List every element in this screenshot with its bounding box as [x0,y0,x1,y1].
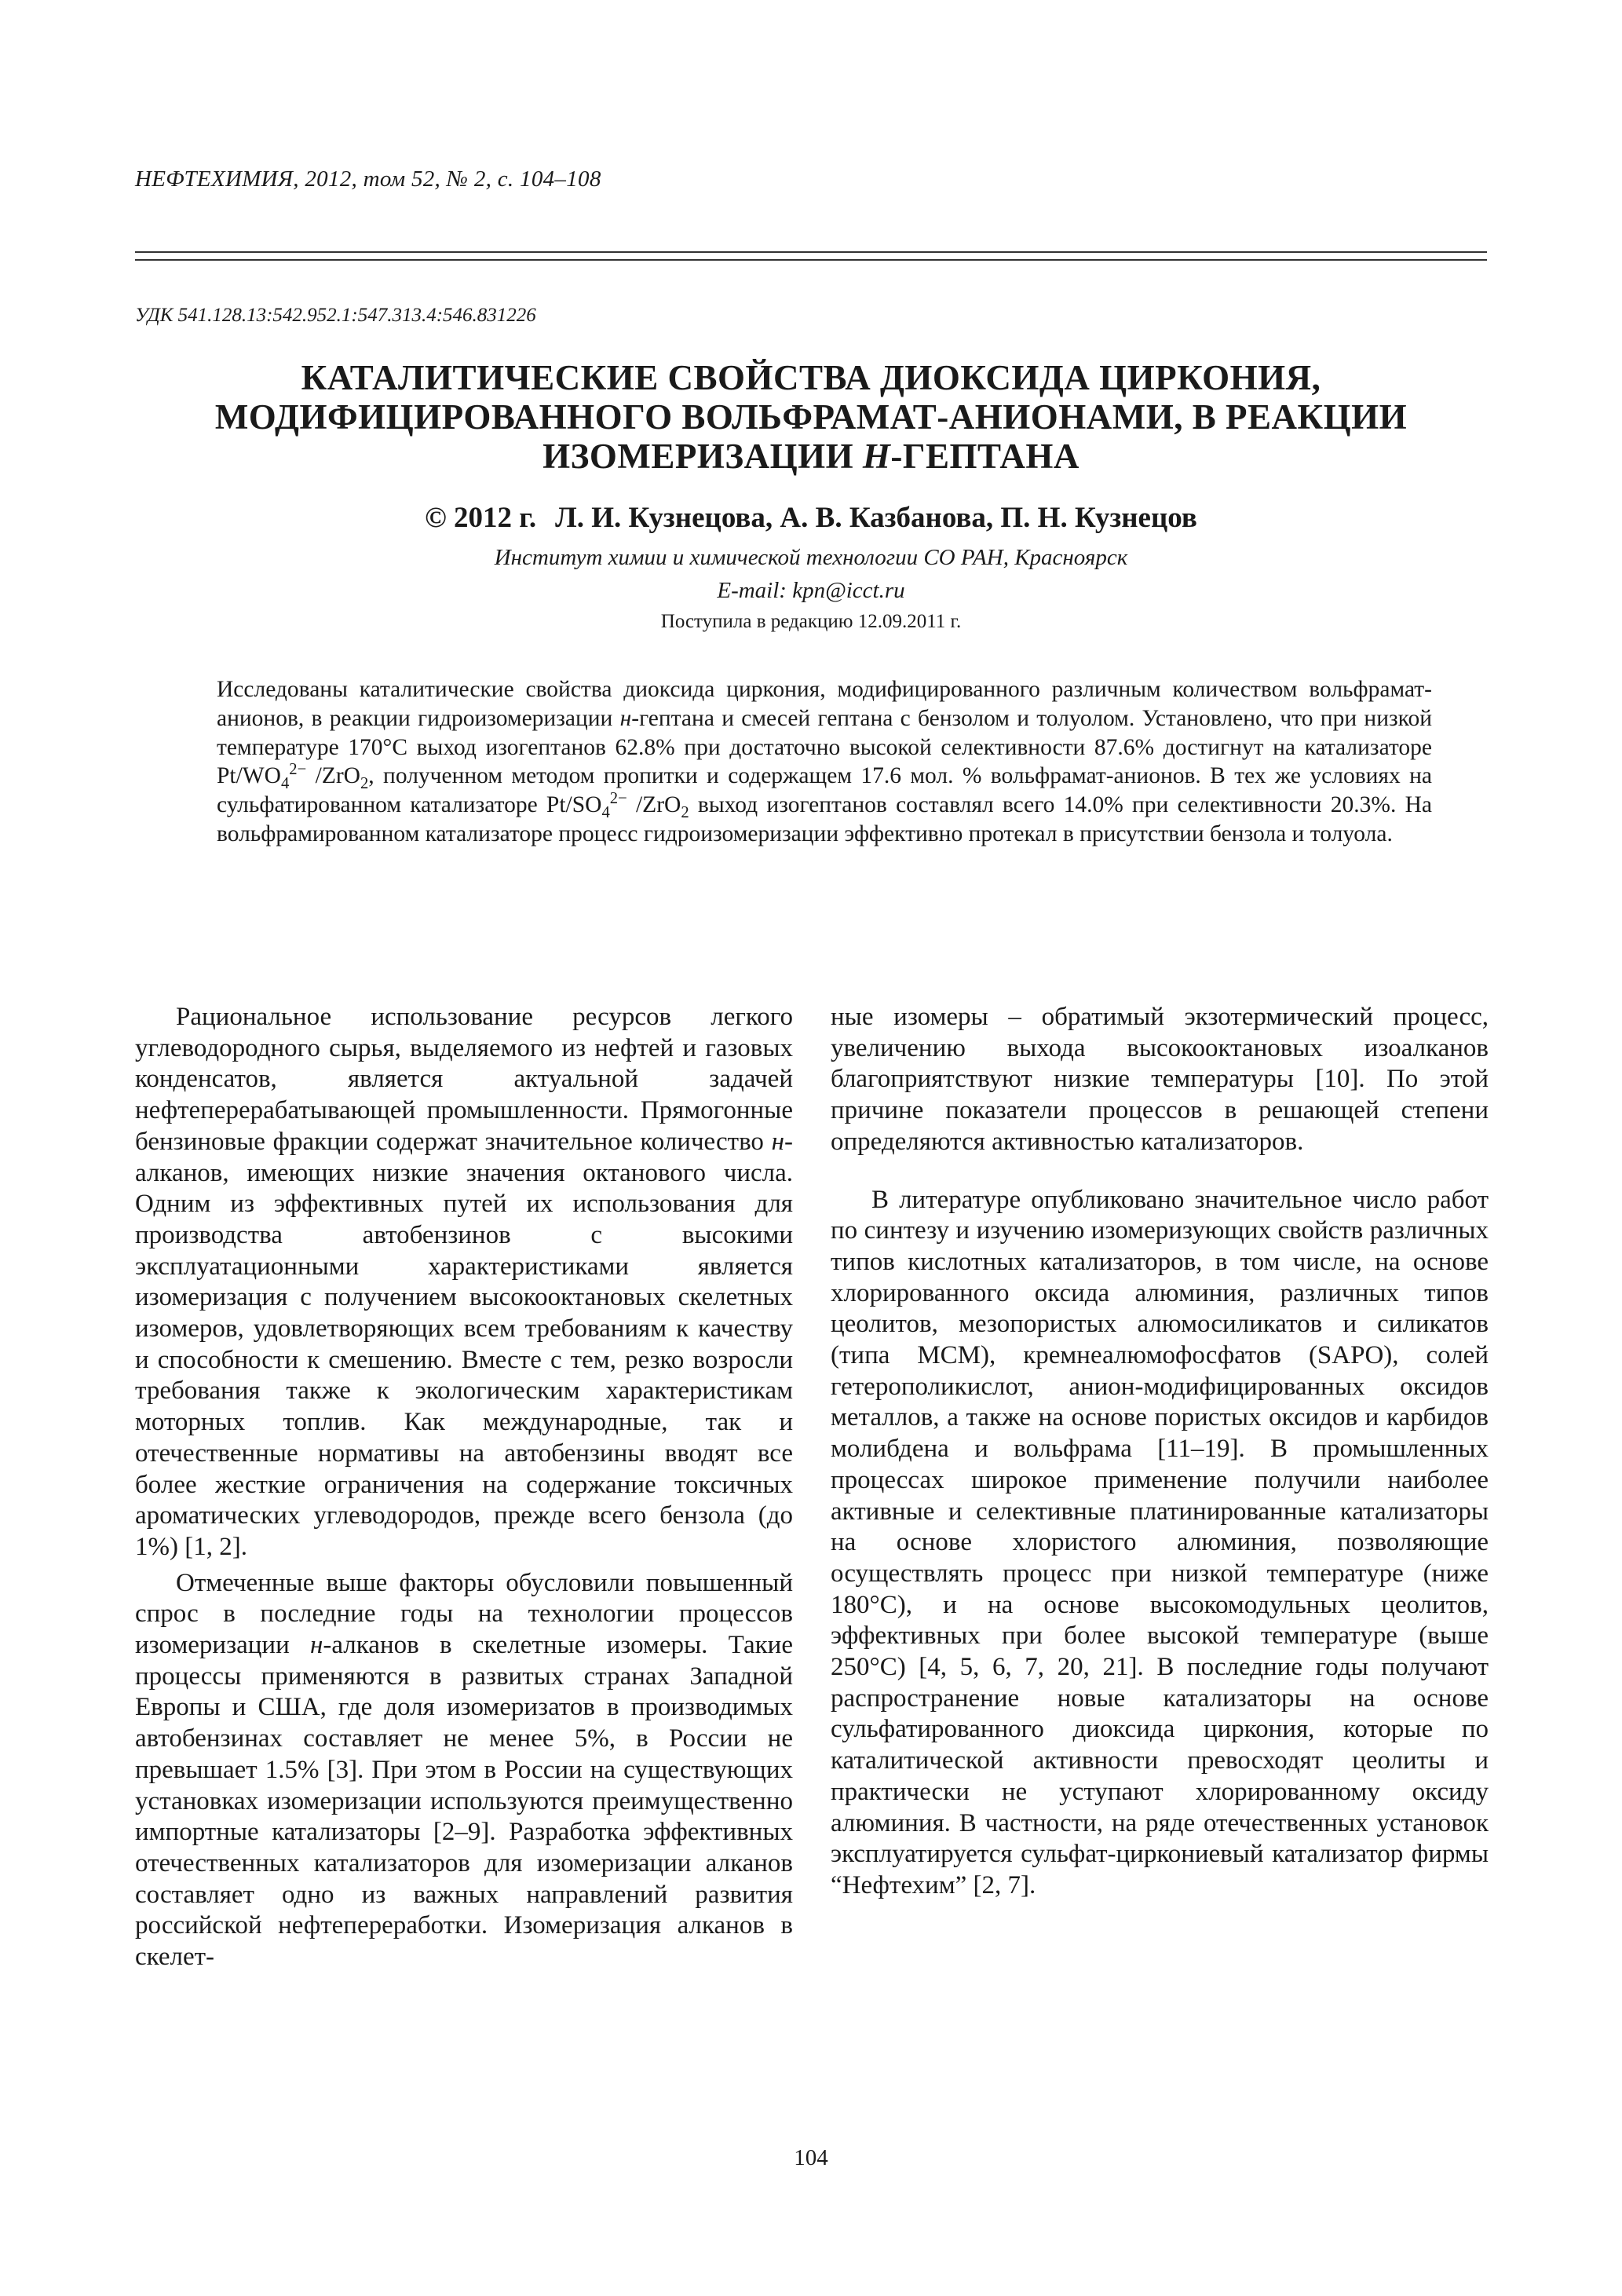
abstract-text: Исследованы каталитические свойства диоксида циркония, модифицированного различным количеством вольфрамат-анионов, в реакции гидроизомеризации н-гептана и смесей гептана с бензолом и толуолом. Установлено, что при низкой температуре 170°С выход изогептанов 62.8% при достаточно высокой селективности 87.6% достигнут на катализаторе $Pt/WO_4^{2-}$ /ZrO$_2$, полученном методом пропитки и содержащем 17.6 мол. % вольфрамат-анионов. В тех же условиях на сульфатированном катализаторе $Pt/SO_4^{2-}$ /ZrO$_2$ выход изогептанов составлял всего 14.0% при селективности 20.3%. На вольфрамированном катализаторе процесс гидроизомеризации эффективно протекал в присутствии бензола и толуола. [217,677,1433,846]
page-number: 104 [794,2145,828,2170]
header-rule-top [135,251,1487,253]
body-column-left [135,1002,793,1973]
copyright: © 2012 г. [425,502,537,534]
abstract [217,675,1432,849]
title-italic-n: Н [862,437,891,476]
header-rule-bottom [135,259,1487,261]
body-paragraph: Отмеченные выше факторы обусловили повышенный спрос в последние годы на технологии процессов изомеризации н-алканов в скелетные изомеры. Такие процессы применяются в развитых странах Западной Европы и США, где доля изомеризатов в производимых автобензинах составляет не менее 5%, в России не превышает 1.5% [3]. При этом в России на существующих установках изомеризации используются преимущественно импортные катализаторы [2–9]. Разработка эффективных отечественных катализаторов для изомеризации алканов составляет одно из важных направлений развития российской нефтепереработки. Изомеризация алканов в скелет- [135,1568,793,1972]
body-column-right [831,1002,1489,1902]
title-line-1: КАТАЛИТИЧЕСКИЕ СВОЙСТВА ДИОКСИДА ЦИРКОНИЯ, [301,358,1321,397]
article-title [135,358,1487,476]
received-date: Поступила в редакцию 12.09.2011 г. [660,611,962,632]
journal-header: НЕФТЕХИМИЯ, 2012, том 52, № 2, с. 104–108 [135,166,601,192]
contact-email: E-mail: kpn@icct.ru [717,578,905,603]
udk-code: УДК 541.128.13:542.952.1:547.313.4:546.831226 [135,305,536,326]
title-line-3 [135,437,1487,476]
body-paragraph: ные изомеры – обратимый экзотермический процесс, увеличению выхода высокооктановых изоалканов благоприятствуют низкие температуры [10]. По этой причине показатели процессов в решающей степени определяются активностью катализаторов. [831,1003,1489,1156]
affiliation: Институт химии и химической технологии СО РАН, Красноярск [494,545,1128,570]
title-line-2: МОДИФИЦИРОВАННОГО ВОЛЬФРАМАТ-АНИОНАМИ, В РЕАКЦИИ [214,397,1408,437]
body-paragraph: Рациональное использование ресурсов легкого углеводородного сырья, выделяемого из нефтей и газовых конденсатов, является актуальной задачей нефтеперерабатывающей промышленности. Прямогонные бензиновые фракции содержат значительное количество н-алканов, имеющих низкие значения октанового числа. Одним из эффективных путей их использования для производства автобензинов с высокими эксплуатационными характеристиками является изомеризация с получением высокооктановых скелетных изомеров, удовлетворяющих всем требованиям к качеству и способности к смешению. Вместе с тем, резко возросли требования также к экологическим характеристикам моторных топлив. Как международные, так и отечественные нормативы на автобензины вводят все более жесткие ограничения на содержание токсичных ароматических углеводородов, прежде всего бензола (до 1%) [1, 2]. [135,1003,793,1561]
title-line-3-suffix: -ГЕПТАНА [890,437,1080,476]
authors-line [135,501,1487,536]
body-paragraph: В литературе опубликовано значительное число работ по синтезу и изучению изомеризующих свойств различных типов кислотных катализаторов, в том числе, на основе хлорированного оксида алюминия, различных типов цеолитов, мезопористых алюмосиликатов и силикатов (типа МСМ), кремнеалюмофосфатов (SAPO), солей гетерополикислот, анион-модифицированных оксидов металлов, а также на основе пористых оксидов и карбидов молибдена и вольфрама [11–19]. В промышленных процессах широкое применение получили наиболее активные и селективные платинированные катализаторы на основе хлористого алюминия, позволяющие осуществлять процесс при низкой температуре (ниже 180°С), и на основе высокомодульных цеолитов, эффективных при более высокой температуре (выше 250°С) [4, 5, 6, 7, 20, 21]. В последние годы получают распространение новые катализаторы на основе сульфатированного диоксида циркония, которые по каталитической активности превосходят цеолиты и практически не уступают хлорированному оксиду алюминия. В частности, на ряде отечественных установок эксплуатируется сульфат-циркониевый катализатор фирмы “Нефтехим” [2, 7]. [831,1185,1489,1899]
title-line-3-prefix: ИЗОМЕРИЗАЦИИ [542,437,863,476]
author-names: Л. И. Кузнецова, А. В. Казбанова, П. Н. Кузнецов [555,502,1197,534]
